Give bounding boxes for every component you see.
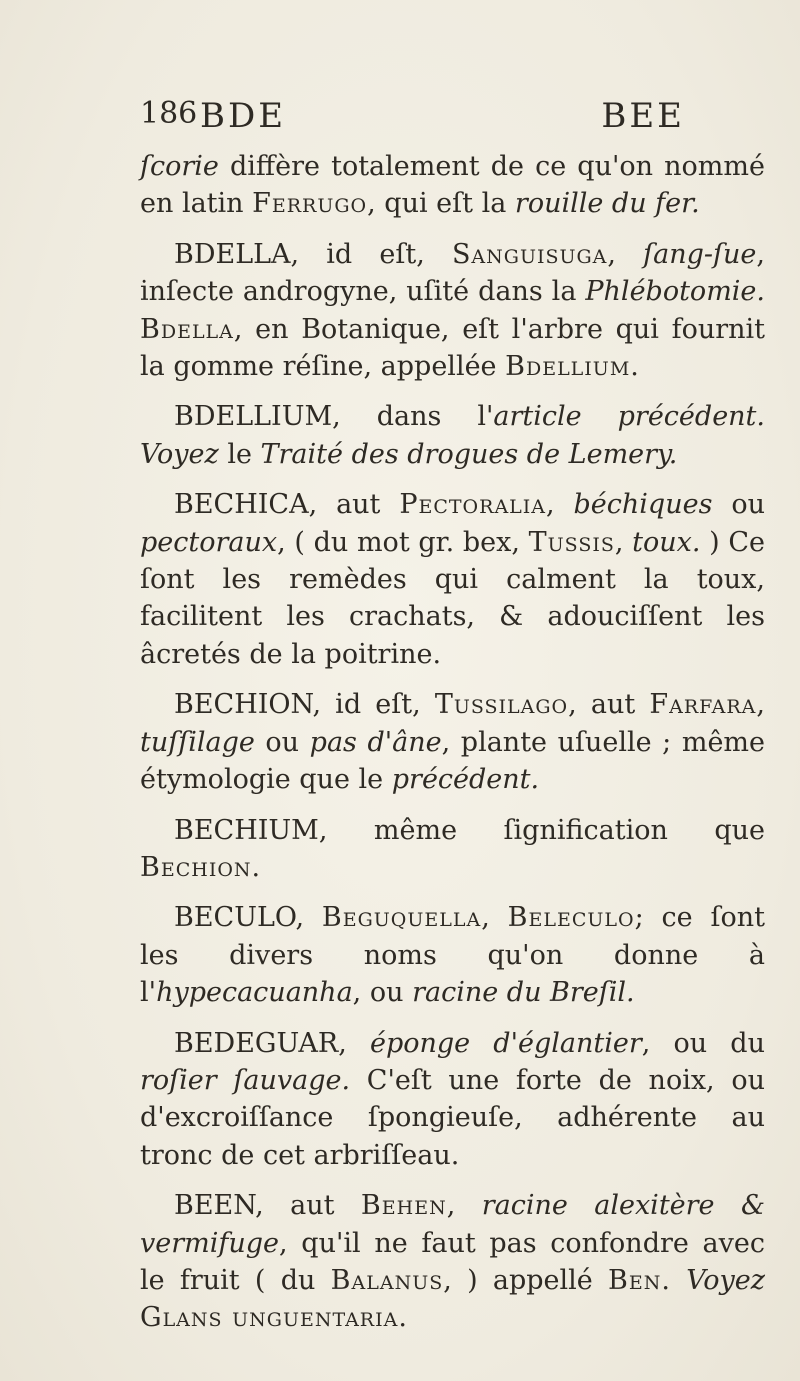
text-span: toux. — [632, 526, 701, 558]
running-header — [140, 96, 685, 140]
paragraph-continuation-scorie — [140, 148, 765, 223]
text-span: Beguquella — [321, 902, 482, 934]
text-span: Beleculo — [507, 902, 635, 934]
text-span: Bdella — [140, 313, 234, 345]
text-span: BDELLA, id eſt, — [174, 238, 452, 270]
text-span: racine alexitère & vermifuge — [140, 1190, 765, 1259]
text-span: BEDEGUAR, — [174, 1027, 370, 1059]
text-span: , qui eſt la — [367, 188, 515, 220]
page-number: 186 — [140, 96, 198, 131]
text-span: roſier ſauvage. — [140, 1064, 351, 1096]
text-span: , en Botanique, eſt l'arbre qui fournit la gomme réſine, appellée — [140, 313, 765, 383]
text-span: Tussilago — [434, 689, 569, 721]
text-span: , ( du mot gr. bex, — [277, 526, 529, 558]
text-span: Sanguisuga — [451, 238, 608, 270]
text-span: Glans unguentaria. — [140, 1302, 408, 1334]
text-span: , ou du — [641, 1027, 765, 1059]
text-span: diffère totalement de ce qu'on nommé en latin — [140, 151, 765, 220]
text-span: BECULO, — [174, 902, 322, 934]
right-running-head: BEE — [601, 96, 685, 136]
text-span: ou — [712, 489, 765, 521]
text-span: , ou — [352, 977, 413, 1009]
text-span: tuſſilage — [140, 726, 255, 758]
text-span: , — [481, 902, 508, 934]
entry-bdella — [140, 236, 765, 386]
text-span: , ) appellé — [443, 1264, 609, 1296]
text-span: rouille du fer. — [514, 188, 700, 220]
text-span: racine du Breſil. — [412, 977, 635, 1009]
text-span: Balanus — [330, 1264, 444, 1296]
text-span: BECHION, id eſt, — [174, 689, 435, 721]
text-span: précédent. — [391, 764, 540, 796]
text-span: article précédent. Voyez — [140, 401, 765, 470]
text-span: BECHICA, aut — [174, 489, 400, 521]
entry-bechion — [140, 686, 765, 798]
text-span: ſang-ſue — [643, 238, 757, 270]
text-span: Behen — [360, 1190, 447, 1222]
text-span: Farfara — [649, 689, 757, 721]
text-span: BEEN, aut — [174, 1190, 361, 1222]
text-span: ; ce ſont les divers noms qu'on donne à l' — [140, 902, 765, 1009]
entry-bechica — [140, 486, 765, 673]
text-span: C'eſt une forte de noix, ou d'excroiſſance ſpongieuſe, adhérente au tronc de cet arbriſſeau. — [140, 1064, 766, 1171]
text-span: , qu'il ne faut pas confondre avec le fruit ( du — [140, 1227, 765, 1296]
entry-been — [140, 1187, 765, 1337]
text-span: Bechion. — [140, 851, 262, 883]
entry-beculo — [140, 899, 765, 1011]
text-span: ) Ce ſont les remèdes qui calment la toux, facilitent les crachats, & adouciſſent les âcretés de la poitrine. — [140, 526, 765, 670]
text-span: , aut — [568, 689, 650, 721]
text-span: Tussis — [528, 526, 615, 558]
text-span: Phlébotomie. — [585, 276, 765, 308]
text-span: ou — [254, 726, 310, 758]
text-span: , inſecte androgyne, uſité dans la — [140, 238, 765, 308]
text-span: , — [614, 526, 633, 558]
entry-bechium — [140, 812, 765, 887]
text-span: Voyez — [686, 1264, 765, 1296]
text-span: le — [218, 438, 261, 470]
text-span: BDELLIUM, dans l' — [174, 401, 494, 433]
text-span: ſcorie — [140, 151, 219, 182]
text-span: , — [607, 238, 644, 270]
text-span: Ferrugo — [252, 188, 368, 220]
text-span: Ben. — [608, 1264, 671, 1296]
text-span: Pectoralia — [399, 489, 547, 521]
entry-bdellium — [140, 398, 765, 473]
text-span: BECHIUM, même ſignification que — [174, 814, 765, 846]
text-span: pas d'âne — [309, 726, 442, 758]
text-span: , plante uſuelle ; même étymologie que le — [140, 726, 766, 796]
text-span: , — [446, 1190, 482, 1222]
text-span: béchiques — [573, 489, 713, 521]
left-running-head: BDE — [200, 96, 287, 136]
text-span: pectoraux — [140, 526, 278, 558]
text-span: éponge d'églantier — [369, 1027, 642, 1059]
text-span: hypecacuanha — [156, 977, 353, 1009]
entry-bedeguar — [140, 1025, 765, 1175]
text-span — [671, 1265, 686, 1296]
body-text — [140, 148, 765, 1350]
text-span: Bdellium. — [505, 351, 640, 383]
text-span: Traité des drogues de Lemery. — [260, 438, 678, 470]
text-span: , — [546, 489, 574, 521]
text-span: , — [756, 689, 765, 721]
